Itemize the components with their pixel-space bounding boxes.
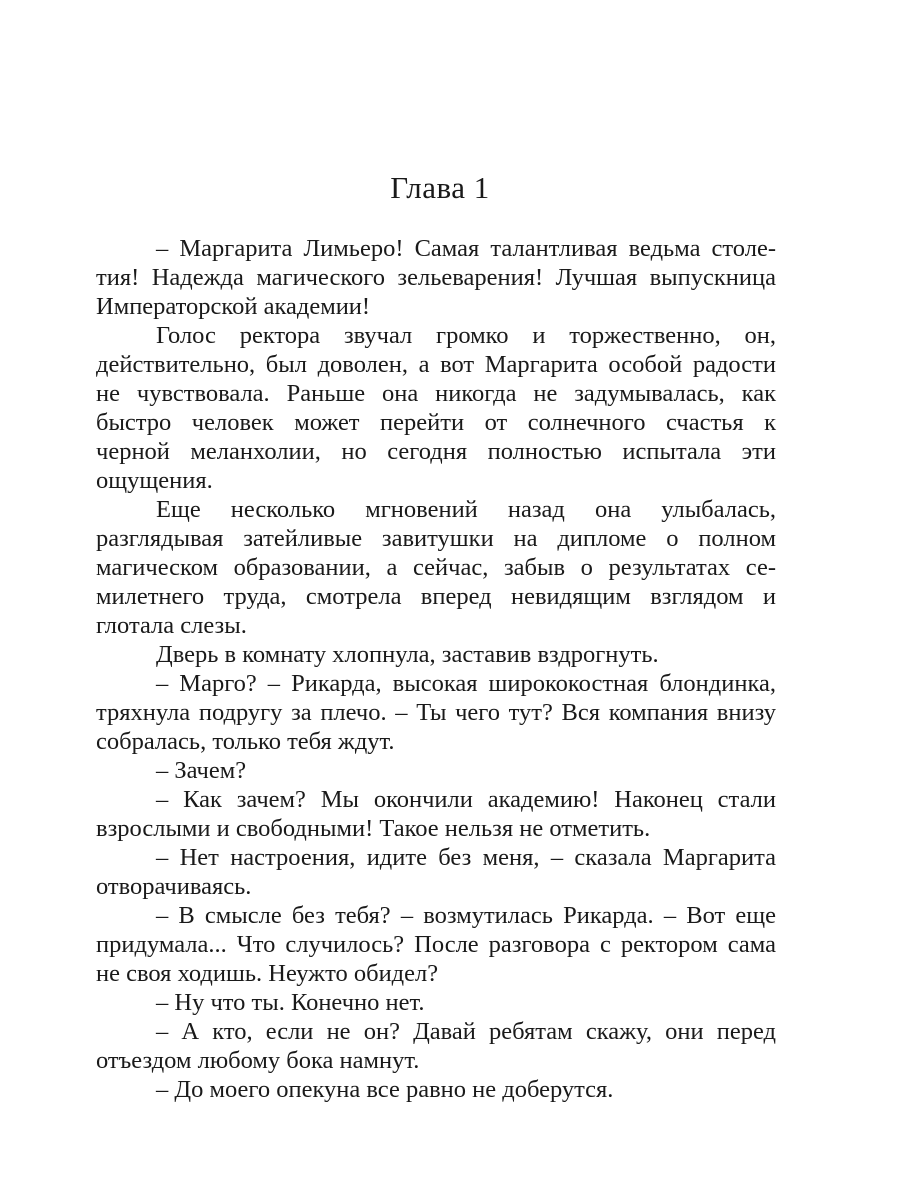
text-line: быстро человек может перейти от солнечного счастья к — [96, 409, 776, 436]
text-line: Еще несколько мгновений назад она улыбалась, — [156, 496, 776, 523]
text-line: действительно, был доволен, а вот Маргарита особой радости — [96, 351, 776, 378]
text-line: – Маргарита Лимьеро! Самая талантливая ведьма столе- — [156, 235, 776, 262]
text-line: Императорской академии! — [96, 293, 371, 320]
text-line: глотала слезы. — [96, 612, 247, 639]
text-line: – Ну что ты. Конечно нет. — [156, 989, 425, 1016]
text-line: – А кто, если не он? Давай ребятам скажу, они перед — [156, 1018, 776, 1045]
text-line: собралась, только тебя ждут. — [96, 728, 395, 755]
text-line: – Зачем? — [156, 757, 247, 784]
text-line: разглядывая затейливые завитушки на дипломе о полном — [96, 525, 776, 552]
text-line: милетнего труда, смотрела вперед невидящим взглядом и — [96, 583, 776, 610]
text-line: не своя ходишь. Неужто обидел? — [96, 960, 439, 987]
text-line: – В смысле без тебя? – возмутилась Рикарда. – Вот еще — [156, 902, 776, 929]
text-line: – Нет настроения, идите без меня, – сказала Маргарита — [156, 844, 776, 871]
text-line: не чувствовала. Раньше она никогда не задумывалась, как — [96, 380, 776, 407]
text-line: ощущения. — [96, 467, 213, 494]
text-line: магическом образовании, а сейчас, забыв о результатах се- — [96, 554, 776, 581]
text-line: – Марго? – Рикарда, высокая ширококостная блондинка, — [156, 670, 776, 697]
text-line: – До моего опекуна все равно не доберутся. — [156, 1076, 614, 1103]
chapter-title: Глава 1 — [390, 170, 490, 205]
text-line: отъездом любому бока намнут. — [96, 1047, 420, 1074]
text-line: Голос ректора звучал громко и торжественно, он, — [156, 322, 776, 349]
text-line: черной меланхолии, но сегодня полностью испытала эти — [96, 438, 776, 465]
text-line: тия! Надежда магического зельеварения! Лучшая выпускница — [96, 264, 776, 291]
text-line: Дверь в комнату хлопнула, заставив вздрогнуть. — [156, 641, 659, 668]
text-line: взрослыми и свободными! Такое нельзя не отметить. — [96, 815, 651, 842]
body-text — [96, 234, 776, 1104]
text-line: придумала... Что случилось? После разговора с ректором сама — [96, 931, 776, 958]
text-line: тряхнула подругу за плечо. – Ты чего тут? Вся компания внизу — [96, 699, 776, 726]
text-line: – Как зачем? Мы окончили академию! Наконец стали — [156, 786, 776, 813]
text-line: отворачиваясь. — [96, 873, 252, 900]
